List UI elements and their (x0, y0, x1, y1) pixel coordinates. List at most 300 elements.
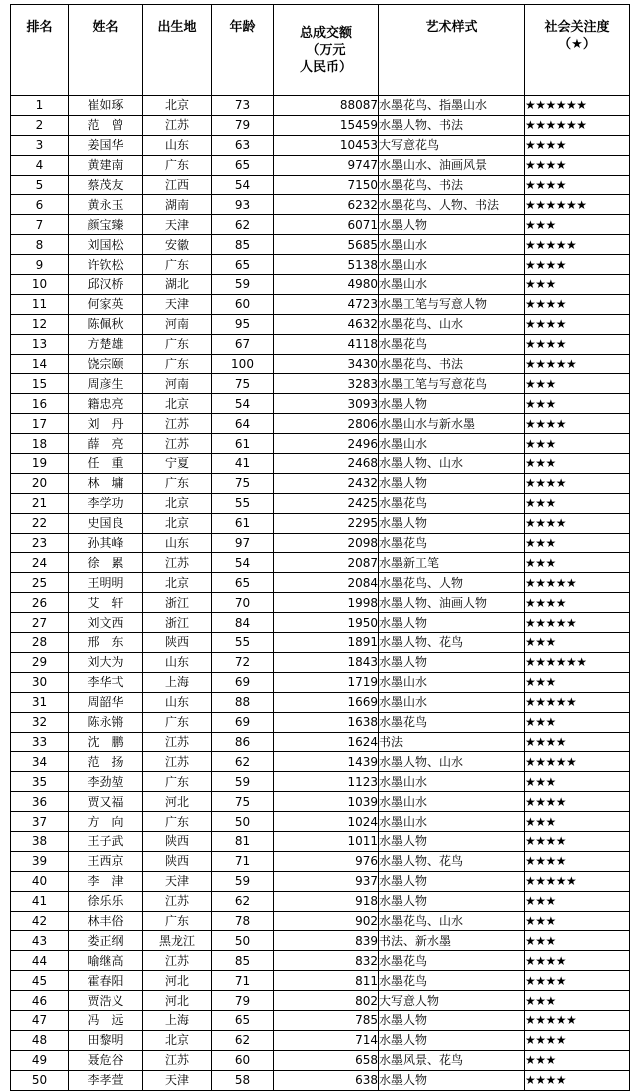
cell-rank: 1 (11, 96, 69, 116)
cell-name: 艾 轩 (69, 593, 143, 613)
table-row (11, 334, 630, 354)
cell-attention-stars: ★★★ (525, 533, 630, 553)
cell-birthplace: 黑龙江 (143, 931, 212, 951)
cell-age: 65 (212, 1010, 274, 1030)
cell-volume: 4118 (274, 334, 379, 354)
cell-volume: 3283 (274, 374, 379, 394)
cell-attention-stars: ★★★ (525, 812, 630, 832)
cell-age: 75 (212, 473, 274, 493)
cell-birthplace: 宁夏 (143, 454, 212, 474)
cell-age: 69 (212, 672, 274, 692)
cell-style: 水墨人物 (379, 215, 525, 235)
cell-style: 水墨工笔与写意花鸟 (379, 374, 525, 394)
cell-birthplace: 北京 (143, 573, 212, 593)
cell-age: 65 (212, 155, 274, 175)
cell-attention-stars: ★★★★ (525, 155, 630, 175)
cell-name: 范 扬 (69, 752, 143, 772)
table-row (11, 513, 630, 533)
cell-birthplace: 北京 (143, 1030, 212, 1050)
table-row (11, 633, 630, 653)
cell-age: 64 (212, 414, 274, 434)
cell-age: 61 (212, 513, 274, 533)
cell-attention-stars: ★★★★★★ (525, 115, 630, 135)
cell-rank: 20 (11, 473, 69, 493)
table-row (11, 692, 630, 712)
cell-birthplace: 山东 (143, 533, 212, 553)
cell-style: 水墨人物、书法 (379, 115, 525, 135)
cell-rank: 4 (11, 155, 69, 175)
table-body (11, 96, 630, 1091)
table-row (11, 473, 630, 493)
table-row (11, 613, 630, 633)
cell-birthplace: 安徽 (143, 235, 212, 255)
table-row (11, 792, 630, 812)
cell-volume: 1624 (274, 732, 379, 752)
cell-rank: 17 (11, 414, 69, 434)
cell-name: 王子武 (69, 831, 143, 851)
table-row (11, 493, 630, 513)
cell-rank: 24 (11, 553, 69, 573)
cell-rank: 42 (11, 911, 69, 931)
cell-attention-stars: ★★★ (525, 275, 630, 295)
cell-age: 79 (212, 991, 274, 1011)
cell-age: 73 (212, 96, 274, 116)
cell-age: 62 (212, 891, 274, 911)
cell-style: 水墨山水 (379, 792, 525, 812)
header-attention-line2: （★） (558, 37, 596, 52)
table-row (11, 434, 630, 454)
table-row (11, 314, 630, 334)
cell-birthplace: 江苏 (143, 951, 212, 971)
cell-birthplace: 北京 (143, 96, 212, 116)
cell-volume: 88087 (274, 96, 379, 116)
cell-age: 50 (212, 931, 274, 951)
cell-birthplace: 山东 (143, 135, 212, 155)
cell-age: 60 (212, 1050, 274, 1070)
table-row (11, 533, 630, 553)
table-row (11, 115, 630, 135)
cell-style: 水墨山水 (379, 275, 525, 295)
cell-style: 水墨山水 (379, 812, 525, 832)
cell-attention-stars: ★★★★★★ (525, 652, 630, 672)
cell-volume: 2496 (274, 434, 379, 454)
cell-attention-stars: ★★★ (525, 1050, 630, 1070)
cell-birthplace: 河北 (143, 991, 212, 1011)
cell-birthplace: 河北 (143, 792, 212, 812)
cell-rank: 39 (11, 851, 69, 871)
cell-birthplace: 浙江 (143, 613, 212, 633)
cell-attention-stars: ★★★★★ (525, 235, 630, 255)
cell-name: 黄建南 (69, 155, 143, 175)
cell-volume: 2432 (274, 473, 379, 493)
cell-style: 水墨花鸟、书法 (379, 354, 525, 374)
table-row (11, 195, 630, 215)
cell-volume: 5138 (274, 255, 379, 275)
cell-rank: 44 (11, 951, 69, 971)
cell-rank: 40 (11, 871, 69, 891)
cell-attention-stars: ★★★ (525, 633, 630, 653)
cell-style: 水墨山水与新水墨 (379, 414, 525, 434)
cell-attention-stars: ★★★★★ (525, 752, 630, 772)
cell-attention-stars: ★★★ (525, 394, 630, 414)
cell-age: 84 (212, 613, 274, 633)
cell-birthplace: 江西 (143, 175, 212, 195)
cell-rank: 16 (11, 394, 69, 414)
cell-birthplace: 天津 (143, 1070, 212, 1090)
cell-volume: 5685 (274, 235, 379, 255)
cell-age: 63 (212, 135, 274, 155)
cell-rank: 36 (11, 792, 69, 812)
cell-attention-stars: ★★★ (525, 553, 630, 573)
cell-name: 王明明 (69, 573, 143, 593)
cell-volume: 918 (274, 891, 379, 911)
cell-style: 水墨山水 (379, 772, 525, 792)
cell-attention-stars: ★★★★ (525, 732, 630, 752)
header-name: 姓名 (69, 5, 143, 96)
header-volume-line1: 总成交额 (299, 25, 352, 41)
cell-age: 95 (212, 314, 274, 334)
cell-name: 李劲堃 (69, 772, 143, 792)
cell-rank: 35 (11, 772, 69, 792)
cell-rank: 50 (11, 1070, 69, 1090)
cell-attention-stars: ★★★★★ (525, 613, 630, 633)
cell-volume: 2084 (274, 573, 379, 593)
cell-attention-stars: ★★★ (525, 374, 630, 394)
cell-age: 60 (212, 294, 274, 314)
cell-age: 75 (212, 792, 274, 812)
cell-volume: 2295 (274, 513, 379, 533)
cell-attention-stars: ★★★★ (525, 255, 630, 275)
cell-style: 水墨山水 (379, 255, 525, 275)
table-row (11, 235, 630, 255)
cell-age: 100 (212, 354, 274, 374)
cell-birthplace: 河北 (143, 971, 212, 991)
cell-style: 水墨花鸟 (379, 971, 525, 991)
cell-age: 71 (212, 971, 274, 991)
cell-birthplace: 陕西 (143, 633, 212, 653)
table-row (11, 971, 630, 991)
cell-age: 85 (212, 951, 274, 971)
cell-name: 周韶华 (69, 692, 143, 712)
table-row (11, 752, 630, 772)
cell-birthplace: 广东 (143, 812, 212, 832)
cell-volume: 10453 (274, 135, 379, 155)
cell-age: 55 (212, 633, 274, 653)
table-row (11, 991, 630, 1011)
cell-rank: 8 (11, 235, 69, 255)
cell-rank: 47 (11, 1010, 69, 1030)
cell-age: 58 (212, 1070, 274, 1090)
cell-birthplace: 河南 (143, 314, 212, 334)
table-row (11, 414, 630, 434)
cell-style: 水墨工笔与写意人物 (379, 294, 525, 314)
cell-birthplace: 江苏 (143, 752, 212, 772)
cell-name: 李华弌 (69, 672, 143, 692)
cell-birthplace: 天津 (143, 215, 212, 235)
cell-age: 79 (212, 115, 274, 135)
cell-volume: 1719 (274, 672, 379, 692)
cell-style: 水墨花鸟 (379, 493, 525, 513)
cell-volume: 4980 (274, 275, 379, 295)
cell-age: 75 (212, 374, 274, 394)
cell-rank: 45 (11, 971, 69, 991)
cell-style: 书法 (379, 732, 525, 752)
cell-rank: 34 (11, 752, 69, 772)
cell-style: 水墨花鸟 (379, 951, 525, 971)
cell-attention-stars: ★★★★★ (525, 573, 630, 593)
cell-name: 林 墉 (69, 473, 143, 493)
cell-age: 88 (212, 692, 274, 712)
cell-rank: 6 (11, 195, 69, 215)
cell-age: 59 (212, 871, 274, 891)
cell-rank: 28 (11, 633, 69, 653)
table-row (11, 712, 630, 732)
cell-birthplace: 浙江 (143, 593, 212, 613)
cell-attention-stars: ★★★ (525, 991, 630, 1011)
table-row (11, 573, 630, 593)
cell-birthplace: 上海 (143, 1010, 212, 1030)
header-volume (274, 5, 379, 96)
cell-name: 任 重 (69, 454, 143, 474)
cell-name: 李学功 (69, 493, 143, 513)
cell-age: 62 (212, 1030, 274, 1050)
cell-birthplace: 陕西 (143, 851, 212, 871)
cell-volume: 638 (274, 1070, 379, 1090)
cell-birthplace: 天津 (143, 294, 212, 314)
cell-name: 史国良 (69, 513, 143, 533)
table-row (11, 931, 630, 951)
cell-attention-stars: ★★★★ (525, 135, 630, 155)
cell-name: 刘国松 (69, 235, 143, 255)
cell-rank: 13 (11, 334, 69, 354)
cell-style: 水墨花鸟、指墨山水 (379, 96, 525, 116)
table-row (11, 593, 630, 613)
cell-rank: 49 (11, 1050, 69, 1070)
table-row (11, 215, 630, 235)
cell-rank: 3 (11, 135, 69, 155)
cell-birthplace: 江苏 (143, 115, 212, 135)
cell-name: 李孝萱 (69, 1070, 143, 1090)
cell-name: 王西京 (69, 851, 143, 871)
table-row (11, 1010, 630, 1030)
cell-style: 水墨花鸟、人物、书法 (379, 195, 525, 215)
table-row (11, 1050, 630, 1070)
cell-birthplace: 广东 (143, 334, 212, 354)
cell-name: 崔如琢 (69, 96, 143, 116)
cell-age: 59 (212, 772, 274, 792)
cell-style: 大写意花鸟 (379, 135, 525, 155)
cell-name: 周彦生 (69, 374, 143, 394)
cell-age: 50 (212, 812, 274, 832)
table-row (11, 1070, 630, 1090)
table-row (11, 96, 630, 116)
cell-birthplace: 湖南 (143, 195, 212, 215)
cell-volume: 1998 (274, 593, 379, 613)
ranking-table (10, 4, 630, 1091)
table-row (11, 175, 630, 195)
cell-attention-stars: ★★★ (525, 712, 630, 732)
cell-birthplace: 江苏 (143, 434, 212, 454)
cell-birthplace: 广东 (143, 354, 212, 374)
cell-rank: 19 (11, 454, 69, 474)
table-row (11, 652, 630, 672)
cell-birthplace: 广东 (143, 155, 212, 175)
cell-style: 水墨风景、花鸟 (379, 1050, 525, 1070)
table-row (11, 871, 630, 891)
cell-name: 黄永玉 (69, 195, 143, 215)
cell-style: 水墨花鸟 (379, 334, 525, 354)
cell-name: 孙其峰 (69, 533, 143, 553)
table-row (11, 1030, 630, 1050)
cell-volume: 1843 (274, 652, 379, 672)
cell-style: 水墨人物 (379, 891, 525, 911)
table-row (11, 255, 630, 275)
cell-volume: 902 (274, 911, 379, 931)
cell-birthplace: 广东 (143, 772, 212, 792)
cell-age: 59 (212, 275, 274, 295)
cell-style: 水墨山水 (379, 434, 525, 454)
cell-rank: 48 (11, 1030, 69, 1050)
cell-rank: 29 (11, 652, 69, 672)
cell-attention-stars: ★★★★ (525, 294, 630, 314)
cell-age: 67 (212, 334, 274, 354)
cell-volume: 937 (274, 871, 379, 891)
cell-age: 71 (212, 851, 274, 871)
cell-rank: 15 (11, 374, 69, 394)
cell-birthplace: 湖北 (143, 275, 212, 295)
cell-style: 水墨花鸟 (379, 712, 525, 732)
cell-volume: 802 (274, 991, 379, 1011)
cell-attention-stars: ★★★★ (525, 175, 630, 195)
cell-birthplace: 北京 (143, 513, 212, 533)
cell-volume: 785 (274, 1010, 379, 1030)
header-style: 艺术样式 (379, 5, 525, 96)
cell-attention-stars: ★★★★★ (525, 871, 630, 891)
cell-age: 54 (212, 394, 274, 414)
cell-rank: 25 (11, 573, 69, 593)
cell-volume: 9747 (274, 155, 379, 175)
table-row (11, 812, 630, 832)
cell-volume: 3430 (274, 354, 379, 374)
cell-rank: 32 (11, 712, 69, 732)
cell-name: 陈佩秋 (69, 314, 143, 334)
cell-volume: 1024 (274, 812, 379, 832)
cell-style: 水墨人物 (379, 1030, 525, 1050)
cell-attention-stars: ★★★ (525, 911, 630, 931)
table-row (11, 951, 630, 971)
cell-volume: 839 (274, 931, 379, 951)
table-row (11, 732, 630, 752)
cell-style: 水墨人物 (379, 871, 525, 891)
cell-volume: 811 (274, 971, 379, 991)
cell-volume: 714 (274, 1030, 379, 1050)
cell-attention-stars: ★★★ (525, 454, 630, 474)
cell-style: 水墨花鸟、山水 (379, 911, 525, 931)
cell-style: 水墨人物、花鸟 (379, 633, 525, 653)
cell-name: 娄正纲 (69, 931, 143, 951)
cell-style: 水墨人物 (379, 1070, 525, 1090)
cell-age: 85 (212, 235, 274, 255)
cell-rank: 14 (11, 354, 69, 374)
cell-birthplace: 北京 (143, 493, 212, 513)
header-volume-line3: 人民币） (299, 59, 352, 75)
cell-name: 喻继高 (69, 951, 143, 971)
cell-name: 许钦松 (69, 255, 143, 275)
cell-name: 贾浩义 (69, 991, 143, 1011)
header-row (11, 5, 630, 96)
cell-name: 邱汉桥 (69, 275, 143, 295)
table-row (11, 155, 630, 175)
cell-name: 颜宝臻 (69, 215, 143, 235)
cell-age: 62 (212, 215, 274, 235)
cell-volume: 976 (274, 851, 379, 871)
cell-rank: 7 (11, 215, 69, 235)
cell-style: 水墨人物 (379, 1010, 525, 1030)
cell-volume: 7150 (274, 175, 379, 195)
cell-name: 籍忠亮 (69, 394, 143, 414)
cell-style: 水墨人物 (379, 473, 525, 493)
cell-name: 贾又福 (69, 792, 143, 812)
cell-volume: 832 (274, 951, 379, 971)
cell-attention-stars: ★★★★ (525, 831, 630, 851)
header-birthplace: 出生地 (143, 5, 212, 96)
cell-style: 水墨花鸟 (379, 533, 525, 553)
table-row (11, 911, 630, 931)
cell-name: 蔡茂友 (69, 175, 143, 195)
cell-name: 姜国华 (69, 135, 143, 155)
cell-attention-stars: ★★★★ (525, 1030, 630, 1050)
cell-birthplace: 江苏 (143, 891, 212, 911)
cell-volume: 1669 (274, 692, 379, 712)
cell-age: 55 (212, 493, 274, 513)
cell-volume: 2098 (274, 533, 379, 553)
table-row (11, 851, 630, 871)
cell-attention-stars: ★★★★ (525, 792, 630, 812)
cell-style: 水墨花鸟、山水 (379, 314, 525, 334)
cell-name: 薛 亮 (69, 434, 143, 454)
cell-rank: 5 (11, 175, 69, 195)
cell-name: 李 津 (69, 871, 143, 891)
cell-birthplace: 广东 (143, 712, 212, 732)
cell-rank: 38 (11, 831, 69, 851)
cell-attention-stars: ★★★★ (525, 1070, 630, 1090)
cell-name: 方 向 (69, 812, 143, 832)
cell-name: 徐 累 (69, 553, 143, 573)
cell-name: 何家英 (69, 294, 143, 314)
cell-style: 水墨花鸟、人物 (379, 573, 525, 593)
cell-volume: 1891 (274, 633, 379, 653)
cell-style: 书法、新水墨 (379, 931, 525, 951)
cell-name: 聂危谷 (69, 1050, 143, 1070)
cell-name: 林丰俗 (69, 911, 143, 931)
cell-volume: 2425 (274, 493, 379, 513)
cell-age: 65 (212, 573, 274, 593)
cell-name: 方楚雄 (69, 334, 143, 354)
cell-attention-stars: ★★★★★★ (525, 96, 630, 116)
cell-attention-stars: ★★★ (525, 931, 630, 951)
cell-attention-stars: ★★★★ (525, 971, 630, 991)
cell-name: 邢 东 (69, 633, 143, 653)
table-row (11, 374, 630, 394)
cell-birthplace: 广东 (143, 473, 212, 493)
cell-style: 水墨人物 (379, 613, 525, 633)
cell-attention-stars: ★★★ (525, 672, 630, 692)
cell-birthplace: 山东 (143, 652, 212, 672)
cell-rank: 23 (11, 533, 69, 553)
cell-volume: 3093 (274, 394, 379, 414)
cell-rank: 10 (11, 275, 69, 295)
table-row (11, 294, 630, 314)
